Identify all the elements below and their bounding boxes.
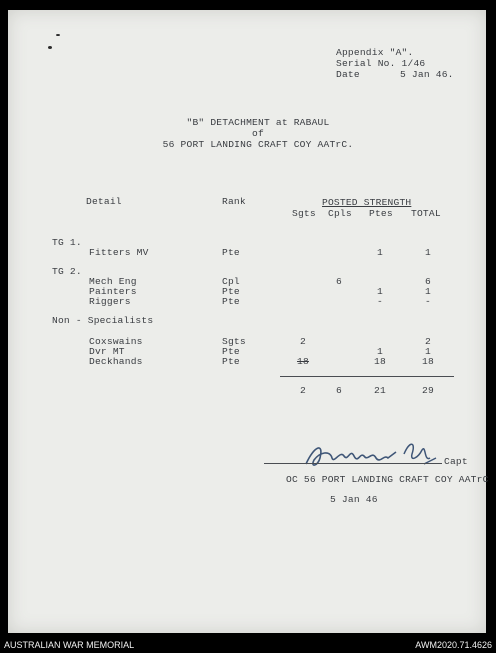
col-total-header: TOTAL [411, 208, 441, 219]
row-ptes: - [377, 296, 383, 307]
signature-title: OC 56 PORT LANDING CRAFT COY AATrC [286, 474, 489, 485]
row-total: 2 [425, 336, 431, 347]
row-total: 1 [425, 247, 431, 258]
group-label: TG 1. [52, 237, 82, 248]
row-rank: Sgts [222, 336, 246, 347]
total-cpls: 6 [336, 385, 342, 396]
posted-strength-header: POSTED STRENGTH [322, 197, 412, 208]
row-detail: Coxswains [89, 336, 143, 347]
row-detail: Fitters MV [89, 247, 149, 258]
footer-credit: AUSTRALIAN WAR MEMORIAL [4, 640, 135, 650]
row-rank: Pte [222, 247, 240, 258]
row-total: - [425, 296, 431, 307]
total-sgts: 2 [300, 385, 306, 396]
row-detail: Dvr MT [89, 346, 125, 357]
col-rank-header: Rank [222, 196, 246, 207]
row-ptes: 1 [377, 247, 383, 258]
heading-line-1: "B" DETACHMENT at RABAUL [186, 117, 330, 128]
heading-line-3: 56 PORT LANDING CRAFT COY AATrC. [162, 139, 354, 150]
col-ptes-header: Ptes [369, 208, 393, 219]
row-sgts: 2 [300, 336, 306, 347]
row-rank: Cpl [222, 276, 240, 287]
row-rank: Pte [222, 296, 240, 307]
row-rank: Pte [222, 286, 240, 297]
signature-line [264, 463, 442, 464]
col-cpls-header: Cpls [328, 208, 352, 219]
row-rank: Pte [222, 346, 240, 357]
row-sgts: 18 [297, 356, 309, 367]
group-label: TG 2. [52, 266, 82, 277]
row-rank: Pte [222, 356, 240, 367]
handwritten-signature [284, 428, 454, 478]
group-label: Non - Specialists [52, 315, 154, 326]
date-label: Date [336, 69, 360, 80]
appendix-label: Appendix "A". [336, 47, 414, 58]
serial-number: Serial No. 1/46 [336, 58, 426, 69]
row-total: 1 [425, 286, 431, 297]
signature-date: 5 Jan 46 [330, 494, 378, 505]
col-sgts-header: Sgts [292, 208, 316, 219]
row-ptes: 1 [377, 286, 383, 297]
total-ptes: 21 [374, 385, 386, 396]
footer-accession-number: AWM2020.71.4626 [415, 640, 492, 650]
row-ptes: 18 [374, 356, 386, 367]
date-value: 5 Jan 46. [400, 69, 454, 80]
row-total: 6 [425, 276, 431, 287]
footer-bar [0, 638, 496, 653]
row-cpls: 6 [336, 276, 342, 287]
total-total: 29 [422, 385, 434, 396]
row-detail: Deckhands [89, 356, 143, 367]
document-page [8, 10, 489, 633]
heading-line-2: of [252, 128, 264, 139]
row-total: 1 [425, 346, 431, 357]
row-detail: Painters [89, 286, 137, 297]
row-detail: Mech Eng [89, 276, 137, 287]
ink-mark [48, 46, 52, 49]
ink-mark [56, 34, 60, 36]
row-ptes: 1 [377, 346, 383, 357]
row-total: 18 [422, 356, 434, 367]
row-detail: Riggers [89, 296, 131, 307]
totals-rule [280, 376, 454, 377]
col-detail-header: Detail [86, 196, 122, 207]
signature-rank: Capt [444, 456, 468, 467]
